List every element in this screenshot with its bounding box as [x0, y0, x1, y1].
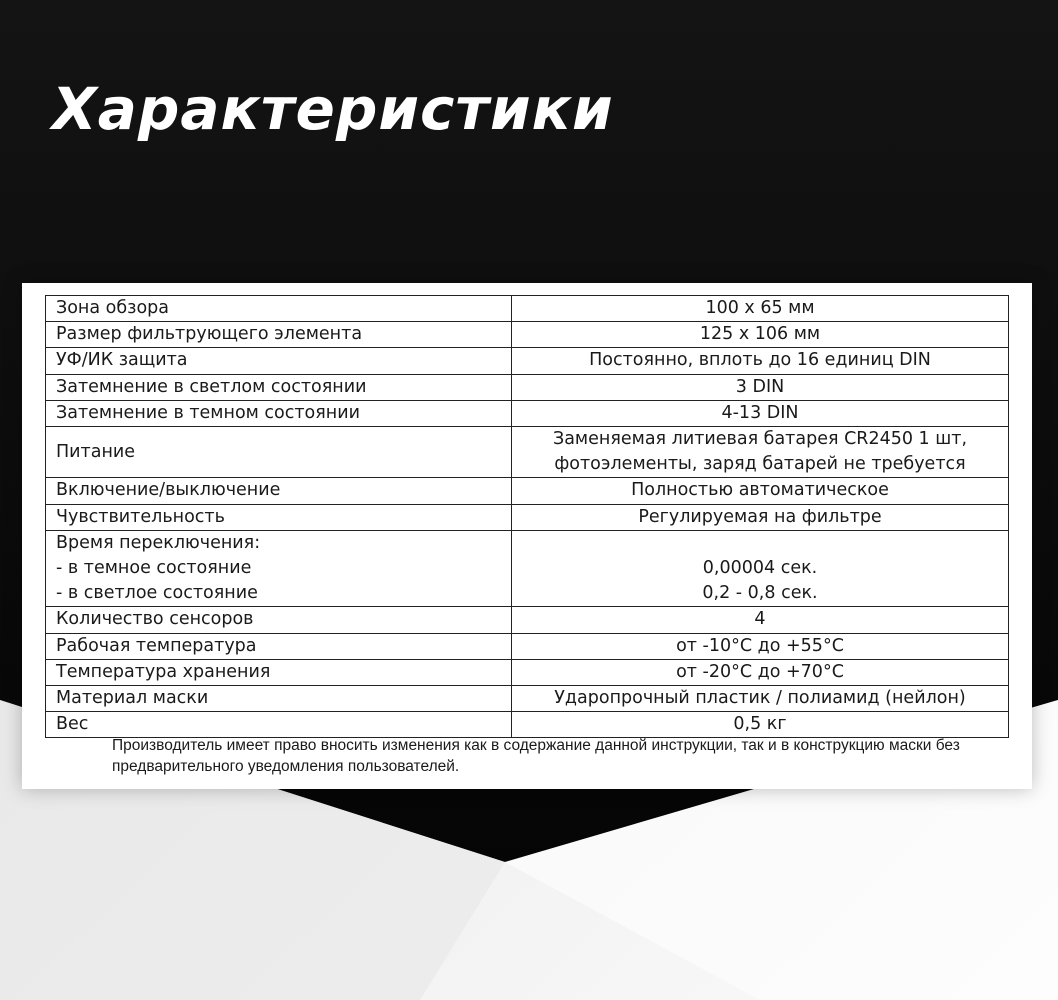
spec-value: 4-13 DIN	[512, 400, 1009, 426]
spec-value: Заменяемая литиевая батарея CR2450 1 шт, фотоэлементы, заряд батарей не требуется	[512, 427, 1009, 478]
spec-value: Ударопрочный пластик / полиамид (нейлон)	[512, 686, 1009, 712]
spec-value: 0,00004 сек. 0,2 - 0,8 сек.	[512, 530, 1009, 607]
spec-label: УФ/ИК защита	[46, 348, 512, 374]
table-row	[46, 478, 1009, 504]
spec-table	[45, 295, 1009, 738]
table-row	[46, 296, 1009, 322]
table-row	[46, 322, 1009, 348]
spec-value: от -20°С до +70°С	[512, 659, 1009, 685]
spec-label: Время переключения: - в темное состояние - в светлое состояние	[46, 530, 512, 607]
table-row	[46, 504, 1009, 530]
table-row	[46, 348, 1009, 374]
page-title: Характеристики	[52, 75, 614, 143]
table-row	[46, 659, 1009, 685]
spec-value: 3 DIN	[512, 374, 1009, 400]
table-row	[46, 686, 1009, 712]
spec-value: 125 х 106 мм	[512, 322, 1009, 348]
spec-value: Полностью автоматическое	[512, 478, 1009, 504]
table-row	[46, 374, 1009, 400]
spec-label: Размер фильтрующего элемента	[46, 322, 512, 348]
spec-value: от -10°С до +55°С	[512, 633, 1009, 659]
spec-label: Затемнение в светлом состоянии	[46, 374, 512, 400]
spec-label: Зона обзора	[46, 296, 512, 322]
spec-label: Вес	[46, 712, 512, 738]
spec-value: 0,5 кг	[512, 712, 1009, 738]
spec-value: Постоянно, вплоть до 16 единиц DIN	[512, 348, 1009, 374]
spec-label: Чувствительность	[46, 504, 512, 530]
disclaimer-note: Производитель имеет право вносить изменения как в содержание данной инструкции, так и в конструкцию маски без предварительного уведомления пользователей.	[112, 737, 960, 775]
spec-label: Рабочая температура	[46, 633, 512, 659]
spec-label: Питание	[46, 427, 512, 478]
spec-label: Материал маски	[46, 686, 512, 712]
table-row	[46, 400, 1009, 426]
table-row	[46, 530, 1009, 607]
spec-value: 100 х 65 мм	[512, 296, 1009, 322]
spec-label: Затемнение в темном состоянии	[46, 400, 512, 426]
table-row	[46, 427, 1009, 478]
spec-card	[22, 283, 1032, 789]
spec-value: Регулируемая на фильтре	[512, 504, 1009, 530]
table-row	[46, 607, 1009, 633]
table-row	[46, 633, 1009, 659]
spec-label: Температура хранения	[46, 659, 512, 685]
spec-value: 4	[512, 607, 1009, 633]
spec-label: Включение/выключение	[46, 478, 512, 504]
spec-label: Количество сенсоров	[46, 607, 512, 633]
